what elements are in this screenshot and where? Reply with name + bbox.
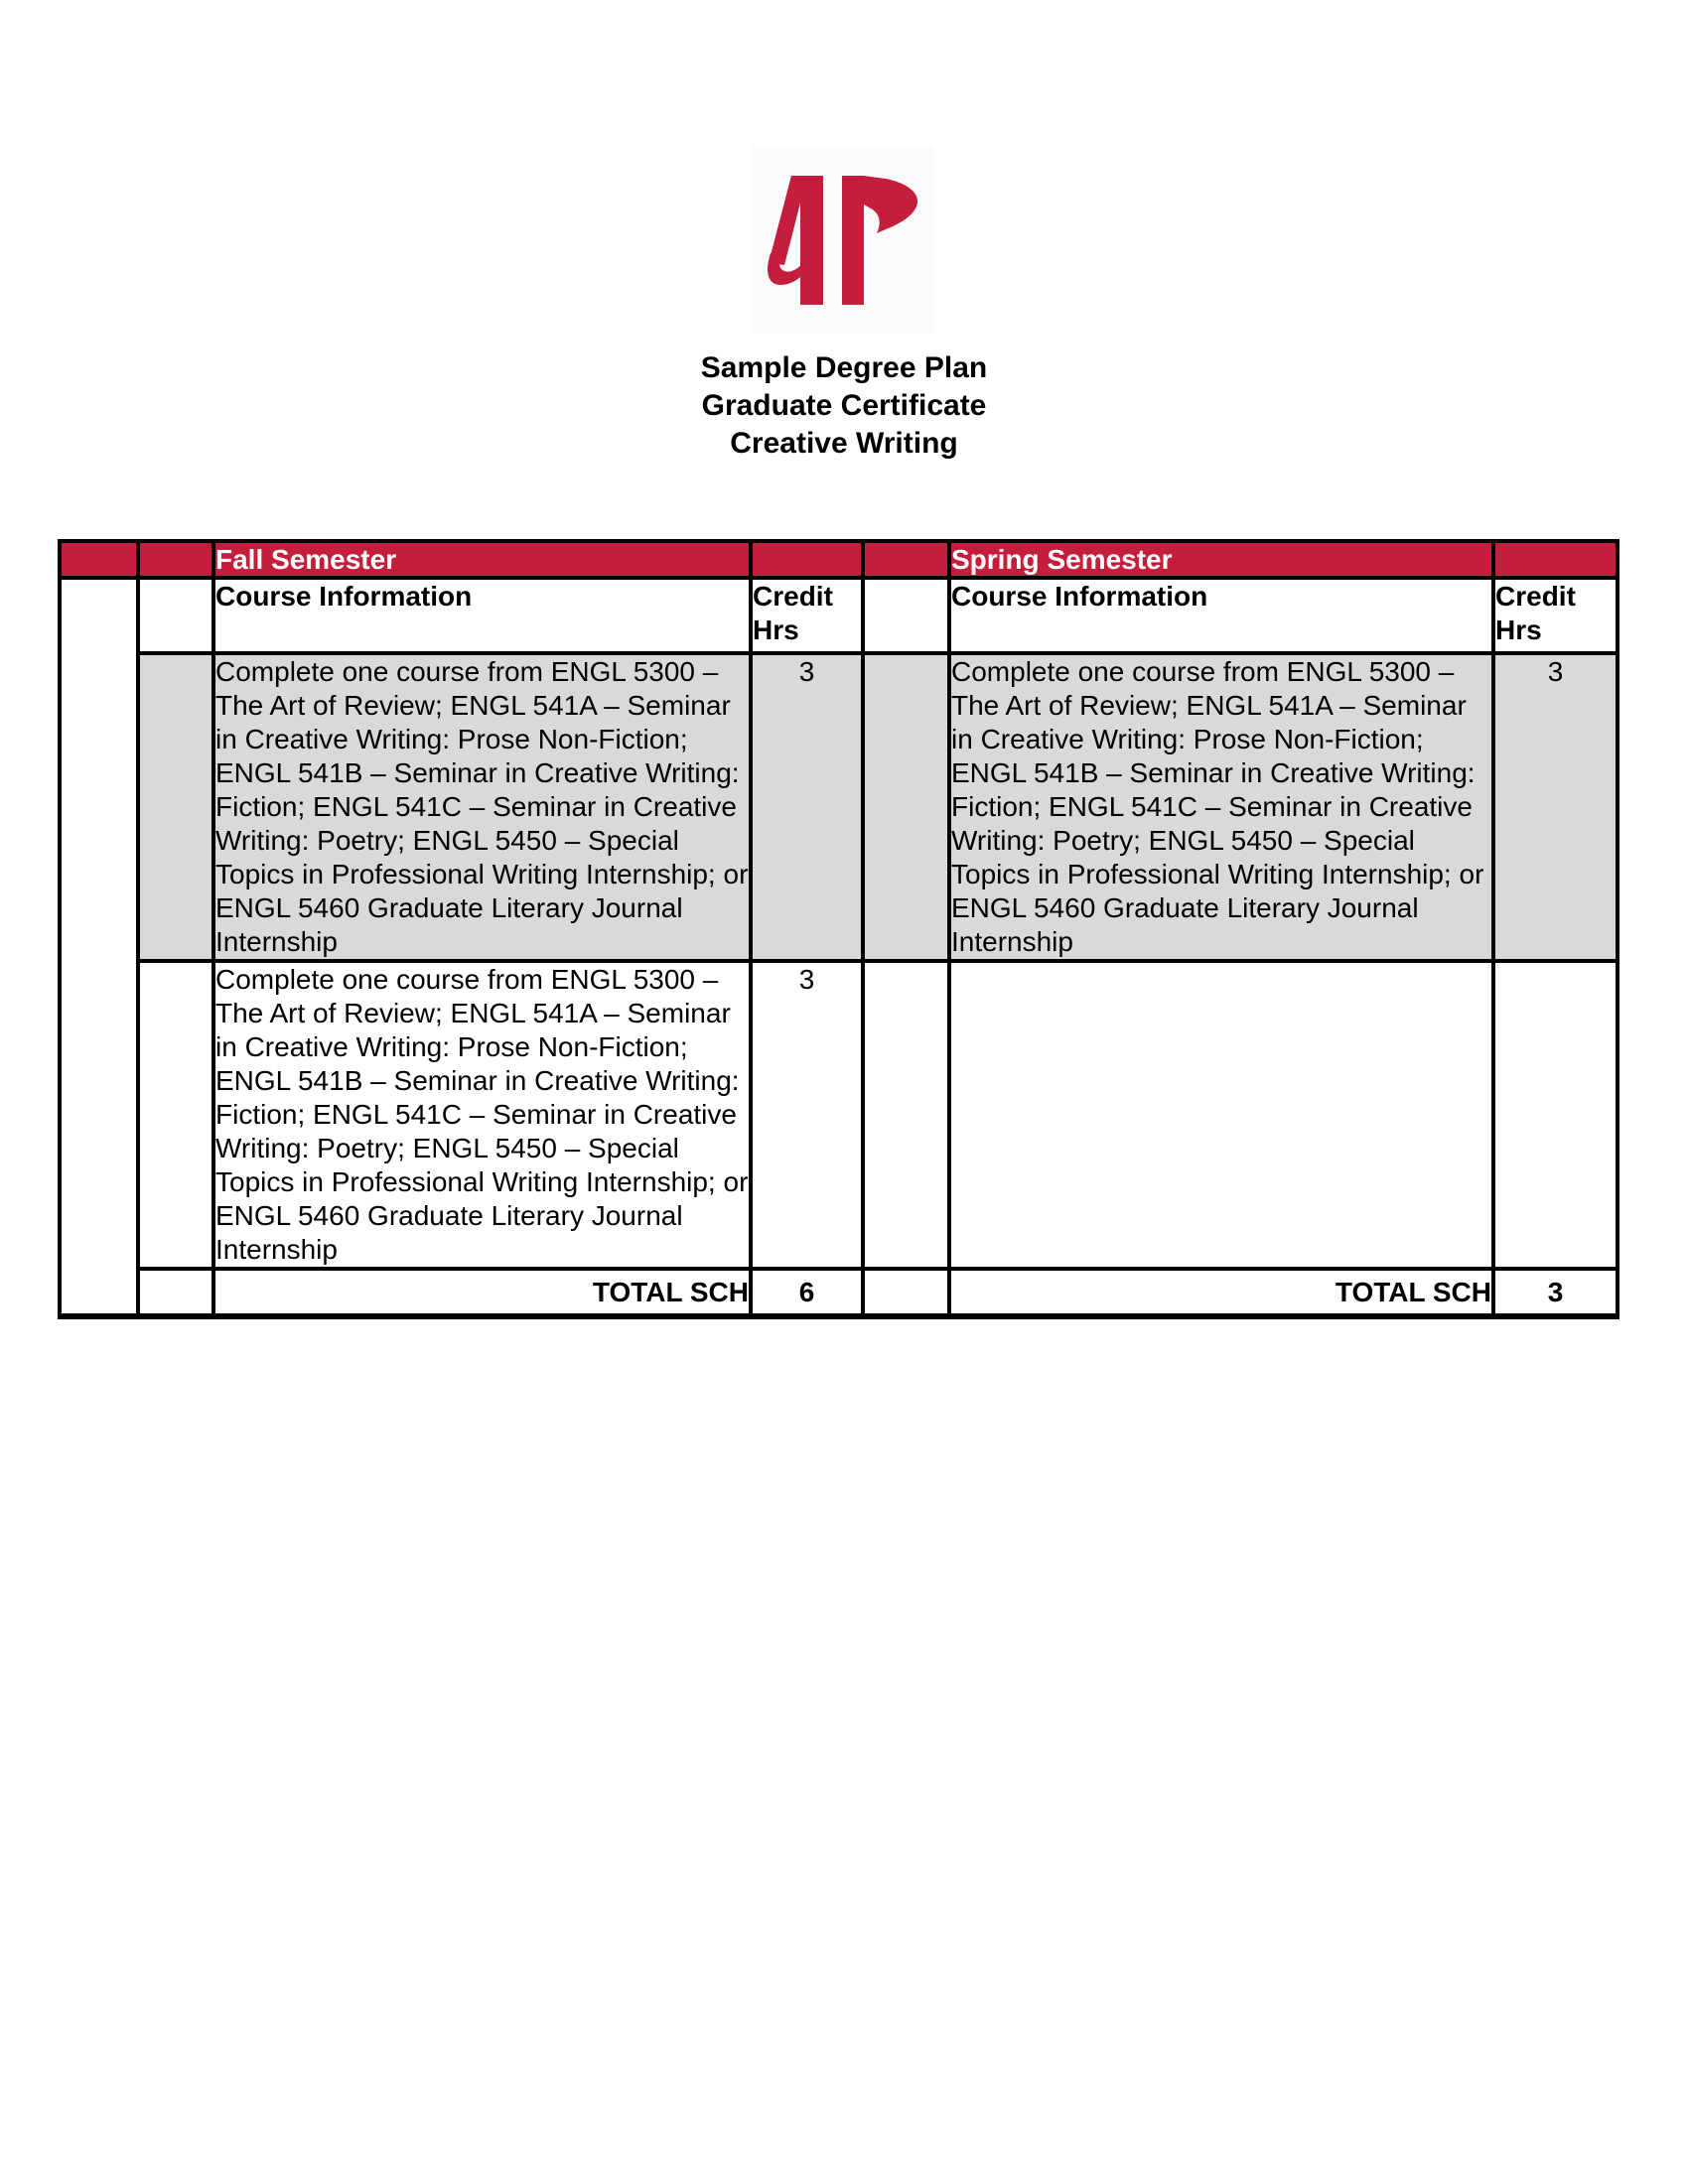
blank-cell <box>138 653 213 961</box>
course-row-2 <box>60 961 1618 1269</box>
document-title <box>0 349 1688 463</box>
fall-total-label: TOTAL SCH <box>213 1269 751 1316</box>
first-year-label-cell <box>60 578 138 1316</box>
semester-band-row <box>60 541 1618 578</box>
blank-cell <box>138 578 213 653</box>
degree-plan-table <box>58 539 1619 1319</box>
blank-cell <box>863 578 949 653</box>
blank-cell <box>138 1269 213 1316</box>
blank-cell <box>863 961 949 1269</box>
spring-credit-hrs-header: Credit Hrs <box>1493 578 1618 653</box>
spring-row1-course: Complete one course from ENGL 5300 – The Art of Review; ENGL 541A – Seminar in Creative Writing: Prose Non-Fiction; ENGL 541B – Seminar in Creative Writing: Fiction; ENGL 541C – Seminar in Creative Writing: Poetry; ENGL 5450 – Special Topics in Professional Writing Internship; or ENGL 5460 Graduate Literary Journal Internship <box>949 653 1493 961</box>
logo-box <box>752 147 934 334</box>
spring-row1-credit: 3 <box>1493 653 1618 961</box>
spring-total-value: 3 <box>1493 1269 1618 1316</box>
course-row-1 <box>60 653 1618 961</box>
fall-credit-hrs-header: Credit Hrs <box>751 578 863 653</box>
fall-course-info-header: Course Information <box>213 578 751 653</box>
spring-semester-header: Spring Semester <box>949 541 1493 578</box>
title-line-1: Sample Degree Plan <box>700 351 988 384</box>
title-line-2: Graduate Certificate <box>701 389 987 422</box>
spring-total-label: TOTAL SCH <box>949 1269 1493 1316</box>
band-corner-cell <box>60 541 138 578</box>
fall-credit-band-spacer <box>751 541 863 578</box>
fall-row2-credit: 3 <box>751 961 863 1269</box>
first-year-label: First Year <box>82 580 114 721</box>
total-row <box>60 1269 1618 1316</box>
ap-logo-icon <box>768 176 918 305</box>
fall-semester-header: Fall Semester <box>213 541 751 578</box>
spring-row2-course <box>949 961 1493 1269</box>
middle-gap-band-spacer <box>863 541 949 578</box>
spring-course-info-header: Course Information <box>949 578 1493 653</box>
band-spacer-cell <box>138 541 213 578</box>
blank-cell <box>863 1269 949 1316</box>
fall-row1-course: Complete one course from ENGL 5300 – The Art of Review; ENGL 541A – Seminar in Creative Writing: Prose Non-Fiction; ENGL 541B – Seminar in Creative Writing: Fiction; ENGL 541C – Seminar in Creative Writing: Poetry; ENGL 5450 – Special Topics in Professional Writing Internship; or ENGL 5460 Graduate Literary Journal Internship <box>213 653 751 961</box>
fall-total-value: 6 <box>751 1269 863 1316</box>
fall-row1-credit: 3 <box>751 653 863 961</box>
blank-cell <box>138 961 213 1269</box>
spring-row2-credit <box>1493 961 1618 1269</box>
title-line-3: Creative Writing <box>730 427 958 460</box>
spring-credit-band-spacer <box>1493 541 1618 578</box>
fall-row2-course: Complete one course from ENGL 5300 – The Art of Review; ENGL 541A – Seminar in Creative Writing: Prose Non-Fiction; ENGL 541B – Seminar in Creative Writing: Fiction; ENGL 541C – Seminar in Creative Writing: Poetry; ENGL 5450 – Special Topics in Professional Writing Internship; or ENGL 5460 Graduate Literary Journal Internship <box>213 961 751 1269</box>
blank-cell <box>863 653 949 961</box>
column-header-row <box>60 578 1618 653</box>
